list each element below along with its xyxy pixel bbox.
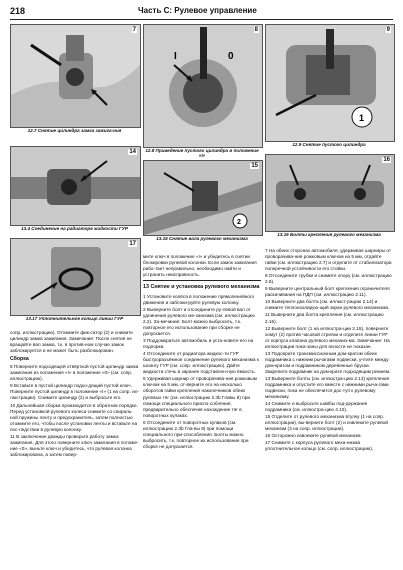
figure-13-15 — [143, 160, 263, 236]
caption-13-17: 13.17 Уплотнительное кольцо линии ГУР — [25, 316, 124, 321]
section-title: 13 Снятие и установка рулевого механизма — [143, 284, 260, 291]
figure-12-7-photo — [11, 25, 140, 127]
page-header — [10, 6, 393, 20]
figure-13-15-photo — [144, 161, 262, 235]
figure-number: 14 — [129, 149, 136, 155]
paragraph: 2 Выверните болт и отсоедините ру-левой вал от удлинения рулевого ме-ханизма (см. иллюстрацию 2.2). За-мечание: Болт можно выбросить, т.к. повторное его использование при сборке не допускается. — [143, 306, 255, 337]
page-number: 218 — [10, 6, 26, 16]
caption-13-16: 13.16 Болты крепления рулевого механизма — [277, 232, 381, 237]
paragraph: 12 Выверните болт (1 на иллюстра-ции 2.15), поверните хомут (2) против часовой стрелки и отделите линии ГУР от корпуса клапана рулевого механиз-ма. Замечание: На иллюстрации пока-заны для ясности не показан. — [265, 325, 390, 349]
figure-13-4-photo — [11, 147, 140, 225]
caption-12-9: 12.9 Снятие пустого цилиндра — [292, 142, 366, 147]
text-column-middle — [143, 254, 261, 451]
svg-text:I: I — [174, 51, 177, 62]
paragraph: мите ключ в положение «I» и убедитесь в снятии блокировки рулевой колонки. Если замок зажигания рабо-тает неправильно, необходимо найти и устранить неисправность. — [143, 254, 257, 278]
svg-text:1: 1 — [359, 113, 365, 123]
paragraph: 6 Отсоедините от поворотных кулаков (см. иллюстрацию 2.3b Гла-вы 8) при помощи специального при-способления. Болты можно выбросить, т.к. повторное их использование при сборке не допускается. — [143, 419, 249, 449]
paragraph: 11 Выверните два болта крепления (см. иллюстрацию 2.16). — [265, 312, 384, 324]
figure-number: 8 — [254, 27, 258, 33]
figure-13-17 — [10, 238, 141, 316]
figure-number: 7 — [132, 27, 136, 33]
text-column-right — [265, 248, 393, 454]
figure-12-7 — [10, 24, 141, 128]
paragraph: 9 Выверните центральный болт крепления ограничителя раскачивания на ПДП (см. иллюстрацию 2.11). — [265, 286, 390, 298]
caption-12-7: 12.7 Снятие цилиндра замка зажига-ния — [27, 128, 122, 133]
caption-12-8: 12.8 Приведение пустого цилиндра в положение «I» — [145, 148, 259, 159]
figure-13-16 — [265, 154, 395, 232]
figure-number: 9 — [386, 27, 390, 33]
paragraph: 14 Снимите и выбросьте шайбы под-держания подрамника (см. иллюстра-цию 4.10). — [265, 401, 368, 413]
figure-12-8 — [143, 24, 263, 148]
paragraph: 13 Подоприте трансмиссионным дом-кратом обеих подрамника с нижним рычагами подвески, учтите между дом-кратом и подрамником деревянные бруски. Закрепите подрамник на дом-крате подходящим ремнем. — [265, 350, 391, 374]
figure-13-4 — [10, 146, 141, 226]
caption-13-15: 13.15 Снятие вала рулевого механизма — [156, 236, 248, 241]
paragraph: 17 Снимите с корпуса рулевого меха-низма уплотнительное кольцо (см. сопр. иллюстрацию). — [265, 440, 374, 452]
figure-number: 15 — [251, 163, 258, 169]
paragraph: 7 На обеих сторонах автомобиля, удерживая шарниры от проворачива-ния рожковым ключом на 5 мм, отдайте гайки (см. иллюстрацию 2.7) и отделите от стабилизатора поперечной устойчивости его стойки. — [265, 248, 392, 272]
paragraph: 13 Выверните болты (см. иллюстра-цию 2.13) крепления подрамника и опустите его вместе с нижними рыча-гами подвески, пока не обеспечится дос-туп к рулевому механизму. — [265, 375, 390, 400]
paragraph: 3 Поддомкратьте автомобиль и уста-новите его на подпорки. — [143, 338, 254, 350]
caption-13-4: 13.4 Соединение на радиаторе жидкости ГУР — [21, 226, 128, 231]
figure-12-8-photo — [144, 25, 262, 147]
paragraph: 15 Отделите от рулевого механизма втулку (1 на сопр. иллюстрации), вы-верните болт (2) и извлеките рулевой механизм (3 на сопр. иллюстрации). — [265, 414, 388, 432]
text-column-left — [10, 330, 139, 459]
paragraph: 4 Отсоедините от радиатора жидкос-ти ГУР быстроразъёмное соединение рулевого механизма к шлангу ГУР (см. сопр. иллюстрацию). Дайте жидкости стечь в заранее подставлен-ную ёмкость. — [143, 351, 259, 375]
chapter-title: Часть С: Рулевое управление — [138, 6, 257, 15]
paragraph: сопр. иллюстрацию). Отожмите фик-сатор (2) и снимите цилиндр замка зажигания. Замечание: После снятия не вращайте вал замка, т.к. в против-ном случае замок заблокируется и не может быть разблокирован. — [10, 330, 133, 354]
subheading: Сборка — [10, 356, 29, 363]
figure-number: 16 — [383, 157, 390, 163]
figure-13-17-photo — [11, 239, 140, 315]
paragraph: 10 Выверните два болта (см. иллюст-рацию 2.14) и снимите теплоизолирую-щий экран рулевого механизма. — [265, 299, 390, 311]
section-rule — [143, 280, 261, 281]
section-body — [143, 294, 261, 450]
paragraph: 5 Удерживая шарнир от проворачива-ния рожковым ключом на 5 мм, от-верните его на несколько оборотов гайки крепления наконечников обеих рулевых тяг (см. иллюстрацию 2.3b Главы 8) при помощи специального приспо-собления, предварительно обеспечив нахождение тяг в поворотных кулаках. — [143, 376, 257, 418]
paragraph: 16 Осторожно извлеките рулевой механизм. — [265, 433, 362, 439]
figure-number: 17 — [129, 241, 136, 247]
paragraph: 11 В заключение дважды проверьте работу замка зажигания. Для этого поверните ключ зажигания в положе-ние «0», выньте ключ и убедитесь, что рулевая колонка заблокирована, а затем повер- — [10, 433, 139, 457]
paragraph: 8 Поверните подходящей отвёрткой пустой цилиндр замка зажигания из положения «I» в положение «0» (см. сопр. иллюстрацию). — [10, 364, 139, 382]
paragraph: 9 Вставьте в пустой цилиндр подхо-дящий пустой ключ. Поверните пустой цилиндр в положение «I» (1 на сопр. ил-люстрации). Снимите цилиндр (2) и выбросьте его. — [10, 383, 140, 401]
svg-text:2: 2 — [237, 219, 241, 226]
paragraph: 8 Отсоедините трубки и снимите опору (см. иллюстрацию 2.8). — [265, 273, 392, 285]
paragraph: 1 Установите колёса в положение прямолинейного движения и заблоки-руйте рулевую колонку. — [143, 293, 255, 305]
paragraph: 10 Дальнейшая сборка производится в обратном порядке. Перед установкой рулевого колеса снимите со спираль-ной пружины ленту и предохранитель, затем полностью отожмите его, чтобы после установки ленты и вставьте на пос-ледствии в рулевую колонку. — [10, 402, 138, 432]
figure-13-16-photo — [266, 155, 394, 231]
svg-text:0: 0 — [228, 51, 234, 62]
figure-12-9 — [265, 24, 395, 142]
figure-12-9-photo — [266, 25, 394, 141]
